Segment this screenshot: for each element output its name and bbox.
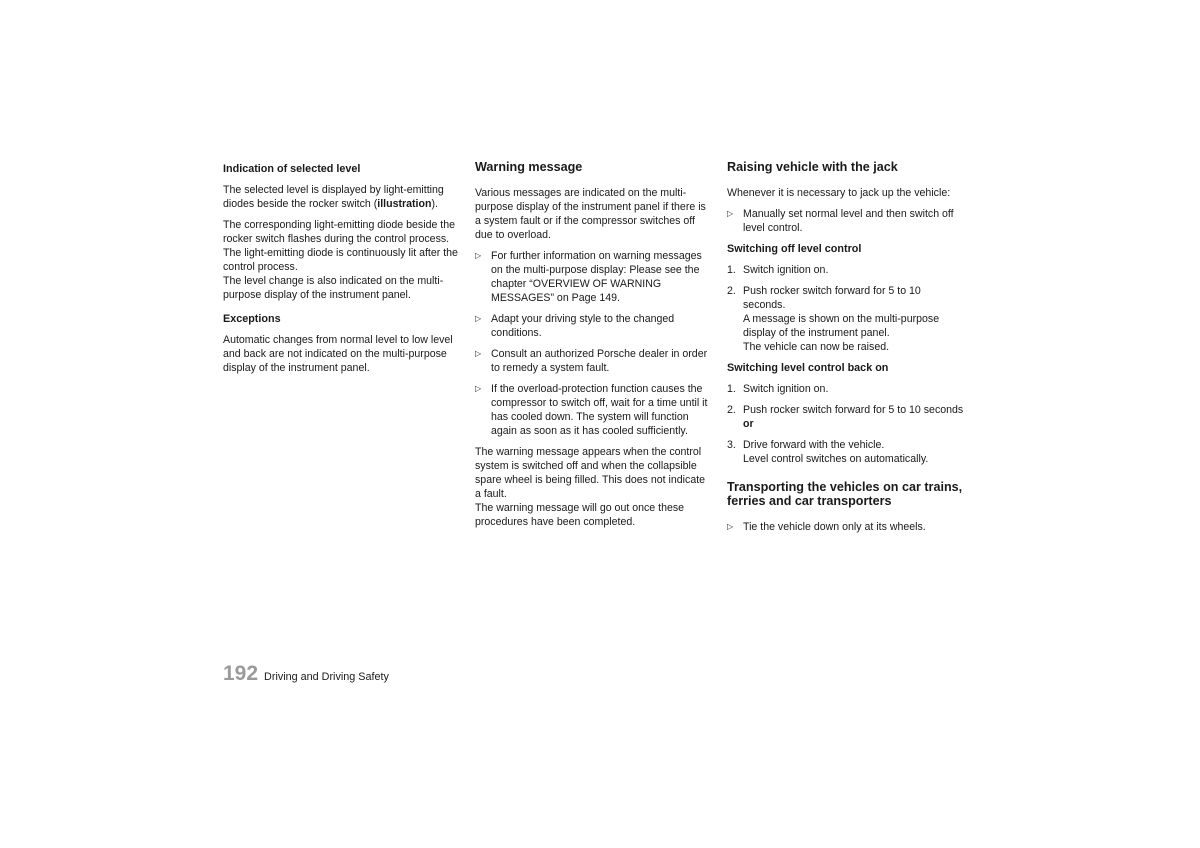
bold-illustration: illustration <box>377 198 432 210</box>
step-number: 2. <box>727 404 736 416</box>
list-item <box>475 312 711 340</box>
step-text: Switch ignition on. <box>743 383 829 395</box>
list-item-text: If the overload-protection function causes the compressor to switch off, wait for a time until it has cooled down. The system will function again as soon as it has cooled sufficiently. <box>491 383 708 437</box>
column-middle <box>475 160 711 536</box>
step-note: The vehicle can now be raised. <box>743 341 890 353</box>
step-number: 1. <box>727 383 736 395</box>
list-item-text: Tie the vehicle down only at its wheels. <box>743 521 926 533</box>
step-note: Level control switches on automatically. <box>743 453 929 465</box>
heading-raising-vehicle: Raising vehicle with the jack <box>727 160 898 174</box>
list-item <box>727 207 965 235</box>
column-right <box>727 160 965 541</box>
list-item-text: Adapt your driving style to the changed conditions. <box>491 313 675 339</box>
step-note: A message is shown on the multi-purpose display of the instrument panel. <box>743 313 940 339</box>
para-warning-intro: Various messages are indicated on the multi-purpose display of the instrument panel if there is a system fault or if the compressor switches off due to overload. <box>475 187 706 241</box>
heading-transporting: Transporting the vehicles on car trains, ferries and car transporters <box>727 480 963 508</box>
triangle-right-icon: ▷ <box>475 349 482 358</box>
para-selected-level <box>223 183 459 211</box>
triangle-right-icon: ▷ <box>475 314 482 323</box>
list-item-text: Manually set normal level and then switch off level control. <box>743 208 954 234</box>
step-item <box>727 263 965 277</box>
step-text: Switch ignition on. <box>743 264 829 276</box>
para-level-change: The level change is also indicated on the multi-purpose display of the instrument panel. <box>223 275 444 301</box>
text: The selected level is displayed by light-emitting diodes beside the rocker switch ( <box>223 184 444 210</box>
step-item <box>727 284 965 354</box>
list-item <box>475 249 711 305</box>
para-exceptions: Automatic changes from normal level to low level and back are not indicated on the multi-purpose display of the instrument panel. <box>223 334 453 374</box>
list-item-text: Consult an authorized Porsche dealer in order to remedy a system fault. <box>491 348 708 374</box>
heading-indication: Indication of selected level <box>223 163 361 175</box>
step-text: Push rocker switch forward for 5 to 10 seconds <box>743 404 964 416</box>
step-item <box>727 403 965 431</box>
step-text: Drive forward with the vehicle. <box>743 439 885 451</box>
list-item <box>727 520 965 534</box>
step-item <box>727 382 965 396</box>
triangle-right-icon: ▷ <box>475 251 482 260</box>
step-text: Push rocker switch forward for 5 to 10 seconds. <box>743 285 921 311</box>
list-item <box>475 382 711 438</box>
page-footer <box>223 662 389 688</box>
heading-switching-off: Switching off level control <box>727 243 862 255</box>
triangle-right-icon: ▷ <box>475 384 482 393</box>
page-number: 192 <box>223 662 259 685</box>
heading-exceptions: Exceptions <box>223 313 281 325</box>
heading-warning-message: Warning message <box>475 160 583 174</box>
list-item <box>475 347 711 375</box>
heading-switching-back-on: Switching level control back on <box>727 362 889 374</box>
step-number: 1. <box>727 264 736 276</box>
para-warning-appears: The warning message appears when the control system is switched off and when the collapsible spare wheel is being filled. This does not indicate a fault. <box>475 446 706 500</box>
step-number: 3. <box>727 439 736 451</box>
list-item-text: For further information on warning messages on the multi-purpose display: Please see the chapter “OVERVIEW OF WARNING MESSAGES” on Page 149. <box>491 250 702 304</box>
step-item <box>727 438 965 466</box>
triangle-right-icon: ▷ <box>727 209 734 218</box>
para-jack-intro: Whenever it is necessary to jack up the vehicle: <box>727 187 951 199</box>
bold-or: or <box>743 418 754 430</box>
section-title: Driving and Driving Safety <box>264 671 389 683</box>
text: ). <box>431 198 438 210</box>
column-left <box>223 160 459 382</box>
para-warning-goes-out: The warning message will go out once these procedures have been completed. <box>475 502 685 528</box>
step-number: 2. <box>727 285 736 297</box>
triangle-right-icon: ▷ <box>727 522 734 531</box>
para-led-flash: The corresponding light-emitting diode beside the rocker switch flashes during the control process. The light-emitting diode is continuously lit after the control process. <box>223 219 458 273</box>
